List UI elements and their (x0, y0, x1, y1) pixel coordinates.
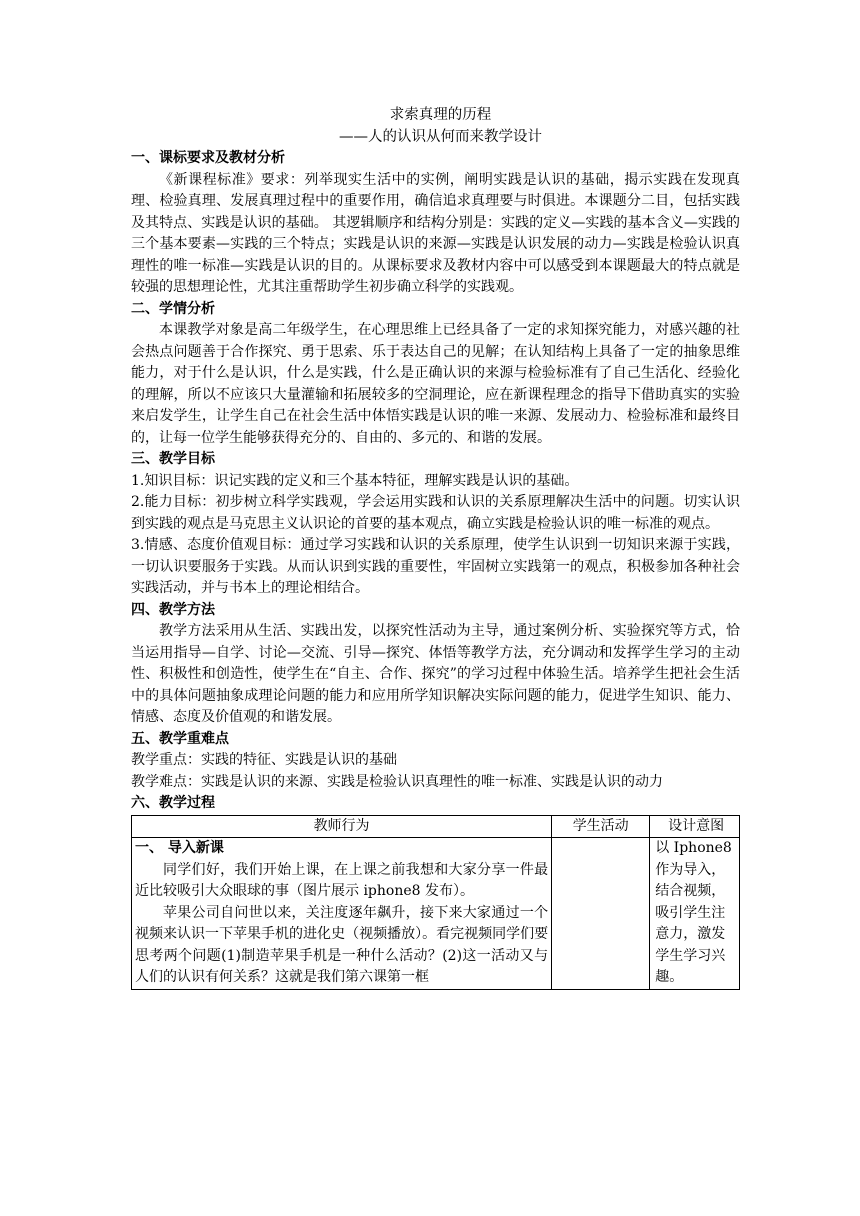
doc-title: 求索真理的历程 (389, 107, 492, 123)
column-header: 教师行为 (132, 815, 552, 838)
section-heading: 五、教学重难点 (131, 730, 229, 747)
table-header-row (132, 815, 740, 838)
document-page (131, 105, 740, 990)
key-point: 教学重点：实践的特征、实践是认识的基础 (131, 752, 397, 768)
student-cell (552, 838, 650, 990)
teacher-cell (132, 838, 552, 990)
process-table (131, 815, 740, 990)
section-heading: 二、学情分析 (131, 300, 215, 317)
section-heading: 六、教学过程 (131, 795, 215, 811)
section-heading: 四、教学方法 (131, 601, 215, 618)
table-section-heading: 一、 导入新课 (135, 840, 224, 856)
paragraph: 教学方法采用从生活、实践出发，以探究性活动为主导，通过案例分析、实验探究等方式，恰当运用指导—自学、讨论—交流、引导—探究、体悟等教学方法，充分调动和发挥学生学习的主动性、积极性和创造性，使学生在“自主、合作、探究”的学习过程中体验生活。培养学生把社会生活中的具体问题抽象成理论问题的能力和应用所学知识解决实际问题的能力，促进学生知识、能力、情感、态度及价值观的和谐发展。 (131, 623, 740, 725)
column-header: 设计意图 (650, 815, 740, 838)
goal-item: 3.情感、态度价值观目标：通过学习实践和认识的关系原理，使学生认识到一切知识来源于实践，一切认识要服务于实践。从而认识到实践的重要性，牢固树立实践第一的观点，积极参加各种社会实践活动，并与书本上的理论相结合。 (131, 537, 740, 596)
column-header: 学生活动 (552, 815, 650, 838)
section-heading: 三、教学目标 (131, 451, 215, 467)
section-heading: 一、课标要求及教材分析 (131, 150, 285, 166)
table-paragraph: 同学们好，我们开始上课，在上课之前我想和大家分享一件最近比较吸引大众眼球的事（图片展示 iphone8 发布）。 (135, 861, 549, 899)
table-paragraph: 苹果公司自问世以来，关注度逐年飙升，接下来大家通过一个视频来认识一下苹果手机的进化史（视频播放）。看完视频同学们要思考两个问题(1)制造苹果手机是一种什么活动？(2)这一活动又与人们的认识有何关系？这就是我们第六课第一框 (135, 904, 549, 985)
goal-item: 1.知识目标：识记实践的定义和三个基本特征，理解实践是认识的基础。 (131, 472, 579, 489)
table-row (132, 838, 740, 990)
doc-subtitle: ——人的认识从何而来教学设计 (339, 128, 542, 145)
paragraph: 本课教学对象是高二年级学生，在心理思维上已经具备了一定的求知探究能力，对感兴趣的社会热点问题善于合作探究、勇于思索、乐于表达自己的见解；在认知结构上具备了一定的抽象思维能力，对于什么是认识，什么是实践，什么是正确认识的来源与检验标准有了自己生活化、经验化的理解，所以不应该只大量灌输和拓展较多的空洞理论，应在新课程理念的指导下借助真实的实验来启发学生，让学生自己在社会生活中体悟实践是认识的唯一来源、发展动力、检验标准和最终目的，让每一位学生能够获得充分的、自由的、多元的、和谐的发展。 (131, 322, 740, 446)
paragraph: 《新课程标准》要求：列举现实生活中的实例，阐明实践是认识的基础，揭示实践在发现真理、检验真理、发展真理过程中的重要作用，确信追求真理要与时俱进。本课题分二目，包括实践及其特点、实践是认识的基础。 其逻辑顺序和结构分别是：实践的定义—实践的基本含义—实践的三个基本要素—实践的三个特点；实践是认识的来源—实践是认识发展的动力—实践是检验认识真理性的唯一标准—实践是认识的目的。从课标要求及教材内容中可以感受到本课题最大的特点就是较强的思想理论性，尤其注重帮助学生初步确立科学的实践观。 (131, 171, 740, 295)
goal-item: 2.能力目标：初步树立科学实践观，学会运用实践和认识的关系原理解决生活中的问题。切实认识到实践的观点是马克思主义认识论的首要的基本观点，确立实践是检验认识的唯一标准的观点。 (131, 494, 740, 532)
intent-cell: 以 Iphone8 作为导入，结合视频，吸引学生注意力，激发学生学习兴趣。 (650, 838, 740, 990)
difficult-point: 教学难点：实践是认识的来源、实践是检验认识真理性的唯一标准、实践是认识的动力 (131, 773, 663, 790)
